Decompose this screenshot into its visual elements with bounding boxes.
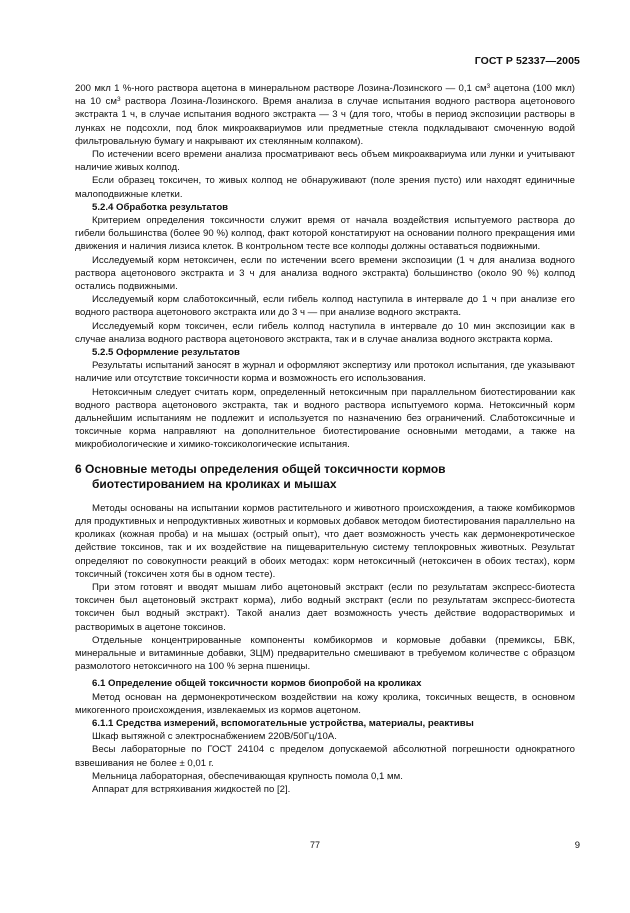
paragraph: Исследуемый корм слаботоксичный, если гибель колпод наступила в интервале до 1 ч при анализе его водного раствора ацетонового экстракта или до 3 ч — при анализе водного экстракта. xyxy=(75,294,575,319)
paragraph: Мельница лабораторная, обеспечивающая крупность помола 0,1 мм. xyxy=(92,770,403,782)
page-number-center: 77 xyxy=(309,840,320,850)
paragraph: При этом готовят и вводят мышам либо ацетоновый экстракт (если по результатам экспресс-биотеста токсичен был ацетоновый экстракт корма), либо водный экстракт (если по результатам экспресс-биотеста токсичен был водный экстракт). Такой анализ дает возможность учесть действие водорастворимых и растворимых в ацетоне токсинов. xyxy=(75,581,575,633)
paragraph: Исследуемый корм нетоксичен, если по истечении всего времени экспозиции (1 ч для анализа водного раствора ацетонового экстракта и 3 ч для анализа водного экстракта) большинство (около 90 %) колпод остались подвижными. xyxy=(75,254,575,293)
subsection-heading: 6.1 Определение общей токсичности кормов биопробой на кроликах xyxy=(92,678,422,690)
paragraph: Критерием определения токсичности служит время от начала воздействия испытуемого раствора до гибели большинства (более 90 %) колпод, факт которой констатируют на основании полного прекращения ими движения и наличия лизиса клеток. В контрольном тесте все колподы должны оставаться подвижными. xyxy=(75,215,575,253)
subsection-heading: 6.1.1 Средства измерений, вспомогательные устройства, материалы, реактивы xyxy=(92,717,474,729)
page-content xyxy=(75,82,575,796)
paragraph: Исследуемый корм токсичен, если гибель колпод наступила в интервале до 10 мин экспозиции как в случае анализа водного раствора ацетонового экстракта, так и в случае анализа водного экстракта корма. xyxy=(75,320,575,345)
paragraph: По истечении всего времени анализа просматривают весь объем микроаквариума или лунки и учитывают наличие живых колпод. xyxy=(75,149,575,174)
page-number-right: 9 xyxy=(574,840,580,851)
paragraph: Если образец токсичен, то живых колпод не обнаруживают (поле зрения пусто) или находят единичные малоподвижные клетки. xyxy=(75,175,575,200)
paragraph: Методы основаны на испытании кормов растительного и животного происхождения, а также комбикормов для продуктивных и непродуктивных животных и кормовых добавок методом биотестирования параллельно на кроликах (кожная проба) и на мышах (острый опыт), что дает возможность учесть как дермонекротическое действие токсинов, так и их воздействие на пищеварительную систему теплокровных животных. Результат определяют по совокупности реакций в обоих методах: корм нетоксичный (нетоксичен в обоих тестах), корм токсичный (токсичен хотя бы в одном тесте). xyxy=(75,502,575,580)
paragraph: Аппарат для встряхивания жидкостей по [2]. xyxy=(92,783,291,795)
standard-number: ГОСТ Р 52337—2005 xyxy=(474,55,580,67)
paragraph: Отдельные концентрированные компоненты комбикормов и кормовые добавки (премиксы, БВК, минеральные и витаминные добавки, ЗЦМ) предварительно смешивают в требуемом количестве с образцом размолотого нетоксичного на 100 % зерна пшеницы. xyxy=(75,634,575,673)
paragraph: 200 мкл 1 %-ного раствора ацетона в минеральном растворе Лозина-Лозинского — 0,1 $см^3$ ацетона (100 мкл) на 10 $см^3$ раствора Лозина-Лозинского. Время анализа в случае испытания водного раствора ацетонового экстракта 1 ч, в случае испытания водного экстракта — 3 ч (для того, чтобы в период экспозиции растворы в лунках не подсохли, под блок микроаквариумов или предметные стекла подкладывают смоченную водой фильтровальную бумагу и накрывают их стеклянным колпаком). xyxy=(75,83,575,147)
section-title: 6 Основные методы определения общей токсичности кормов биотестированием на кроликах и мышах xyxy=(75,461,446,491)
paragraph: Нетоксичным следует считать корм, определенный нетоксичным при параллельном биотестировании как водного раствора ацетонового экстракта, так и водного раствора испытуемого корма. Нетоксичный корм дальнейшим испытаниям не подлежит и используется по назначению без ограничений. Слаботоксичные и токсичные корма направляют на дополнительное биотестирование основными методами, а также на микробиологические и химико-токсикологические испытания. xyxy=(75,386,575,451)
paragraph: Весы лабораторные по ГОСТ 24104 с пределом допускаемой абсолютной погрешности однократного взвешивания не более ± 0,01 г. xyxy=(75,744,575,769)
subsection-heading: 5.2.4 Обработка результатов xyxy=(92,201,229,213)
paragraph: Метод основан на дермонекротическом воздействии на кожу кролика, токсичных веществ, в основном микогенного происхождения, извлекаемых из кормов ацетоном. xyxy=(75,691,575,716)
subsection-heading: 5.2.5 Оформление результатов xyxy=(92,347,240,359)
paragraph: Результаты испытаний заносят в журнал и оформляют экспертизу или протокол испытания, где указывают наличие или отсутствие токсичности корма и возможность его использования. xyxy=(75,360,575,385)
paragraph: Шкаф вытяжной с электроснабжением 220В/50Гц/10А. xyxy=(92,731,337,743)
